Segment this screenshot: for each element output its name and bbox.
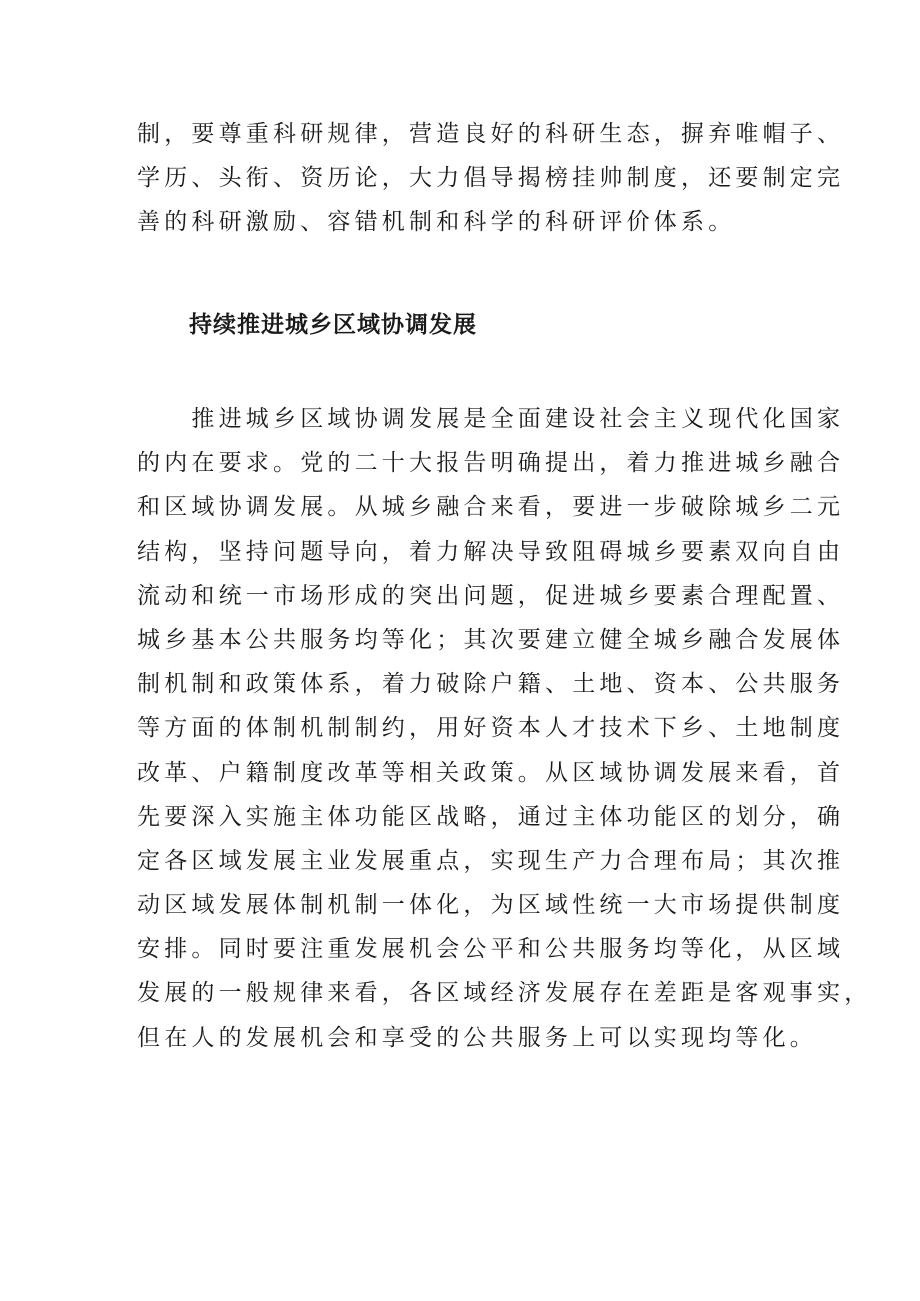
paragraph-line: 先要深入实施主体功能区战略，通过主体功能区的划分，确 xyxy=(137,803,845,830)
paragraph-line: 善的科研激励、容错机制和科学的科研评价体系。 xyxy=(137,209,736,236)
paragraph-line: 但在人的发展机会和享受的公共服务上可以实现均等化。 xyxy=(137,1024,817,1051)
paragraph-line: 的内在要求。党的二十大报告明确提出，着力推进城乡融合 xyxy=(137,450,845,477)
paragraph-line: 发展的一般规律来看，各区域经济发展存在差距是客观事实， xyxy=(137,980,872,1007)
paragraph-line: 制，要尊重科研规律，营造良好的科研生态，摒弃唯帽子、 xyxy=(137,121,845,147)
paragraph-line: 等方面的体制机制制约，用好资本人才技术下乡、土地制度 xyxy=(137,715,845,742)
paragraph-line: 流动和统一市场形成的突出问题，促进城乡要素合理配置、 xyxy=(137,582,845,609)
main-paragraph xyxy=(137,397,872,1060)
paragraph-line: 安排。同时要注重发展机会公平和公共服务均等化，从区域 xyxy=(137,936,845,963)
continued-paragraph xyxy=(137,112,845,245)
section-heading: 持续推进城乡区域协调发展 xyxy=(189,312,477,338)
paragraph-line: 定各区域发展主业发展重点，实现生产力合理布局；其次推 xyxy=(137,847,845,874)
paragraph-line: 制机制和政策体系，着力破除户籍、土地、资本、公共服务 xyxy=(137,671,845,698)
paragraph-line: 和区域协调发展。从城乡融合来看，要进一步破除城乡二元 xyxy=(137,494,845,521)
paragraph-line: 城乡基本公共服务均等化；其次要建立健全城乡融合发展体 xyxy=(137,626,845,653)
paragraph-line: 结构，坚持问题导向，着力解决导致阻碍城乡要素双向自由 xyxy=(137,538,845,565)
paragraph-line: 动区域发展体制机制一体化，为区域性统一大市场提供制度 xyxy=(137,892,845,919)
paragraph-line: 学历、头衔、资历论，大力倡导揭榜挂帅制度，还要制定完 xyxy=(137,165,845,192)
paragraph-line: 改革、户籍制度改革等相关政策。从区域协调发展来看，首 xyxy=(137,759,845,786)
paragraph-line: 推进城乡区域协调发展是全面建设社会主义现代化国家 xyxy=(137,406,845,432)
